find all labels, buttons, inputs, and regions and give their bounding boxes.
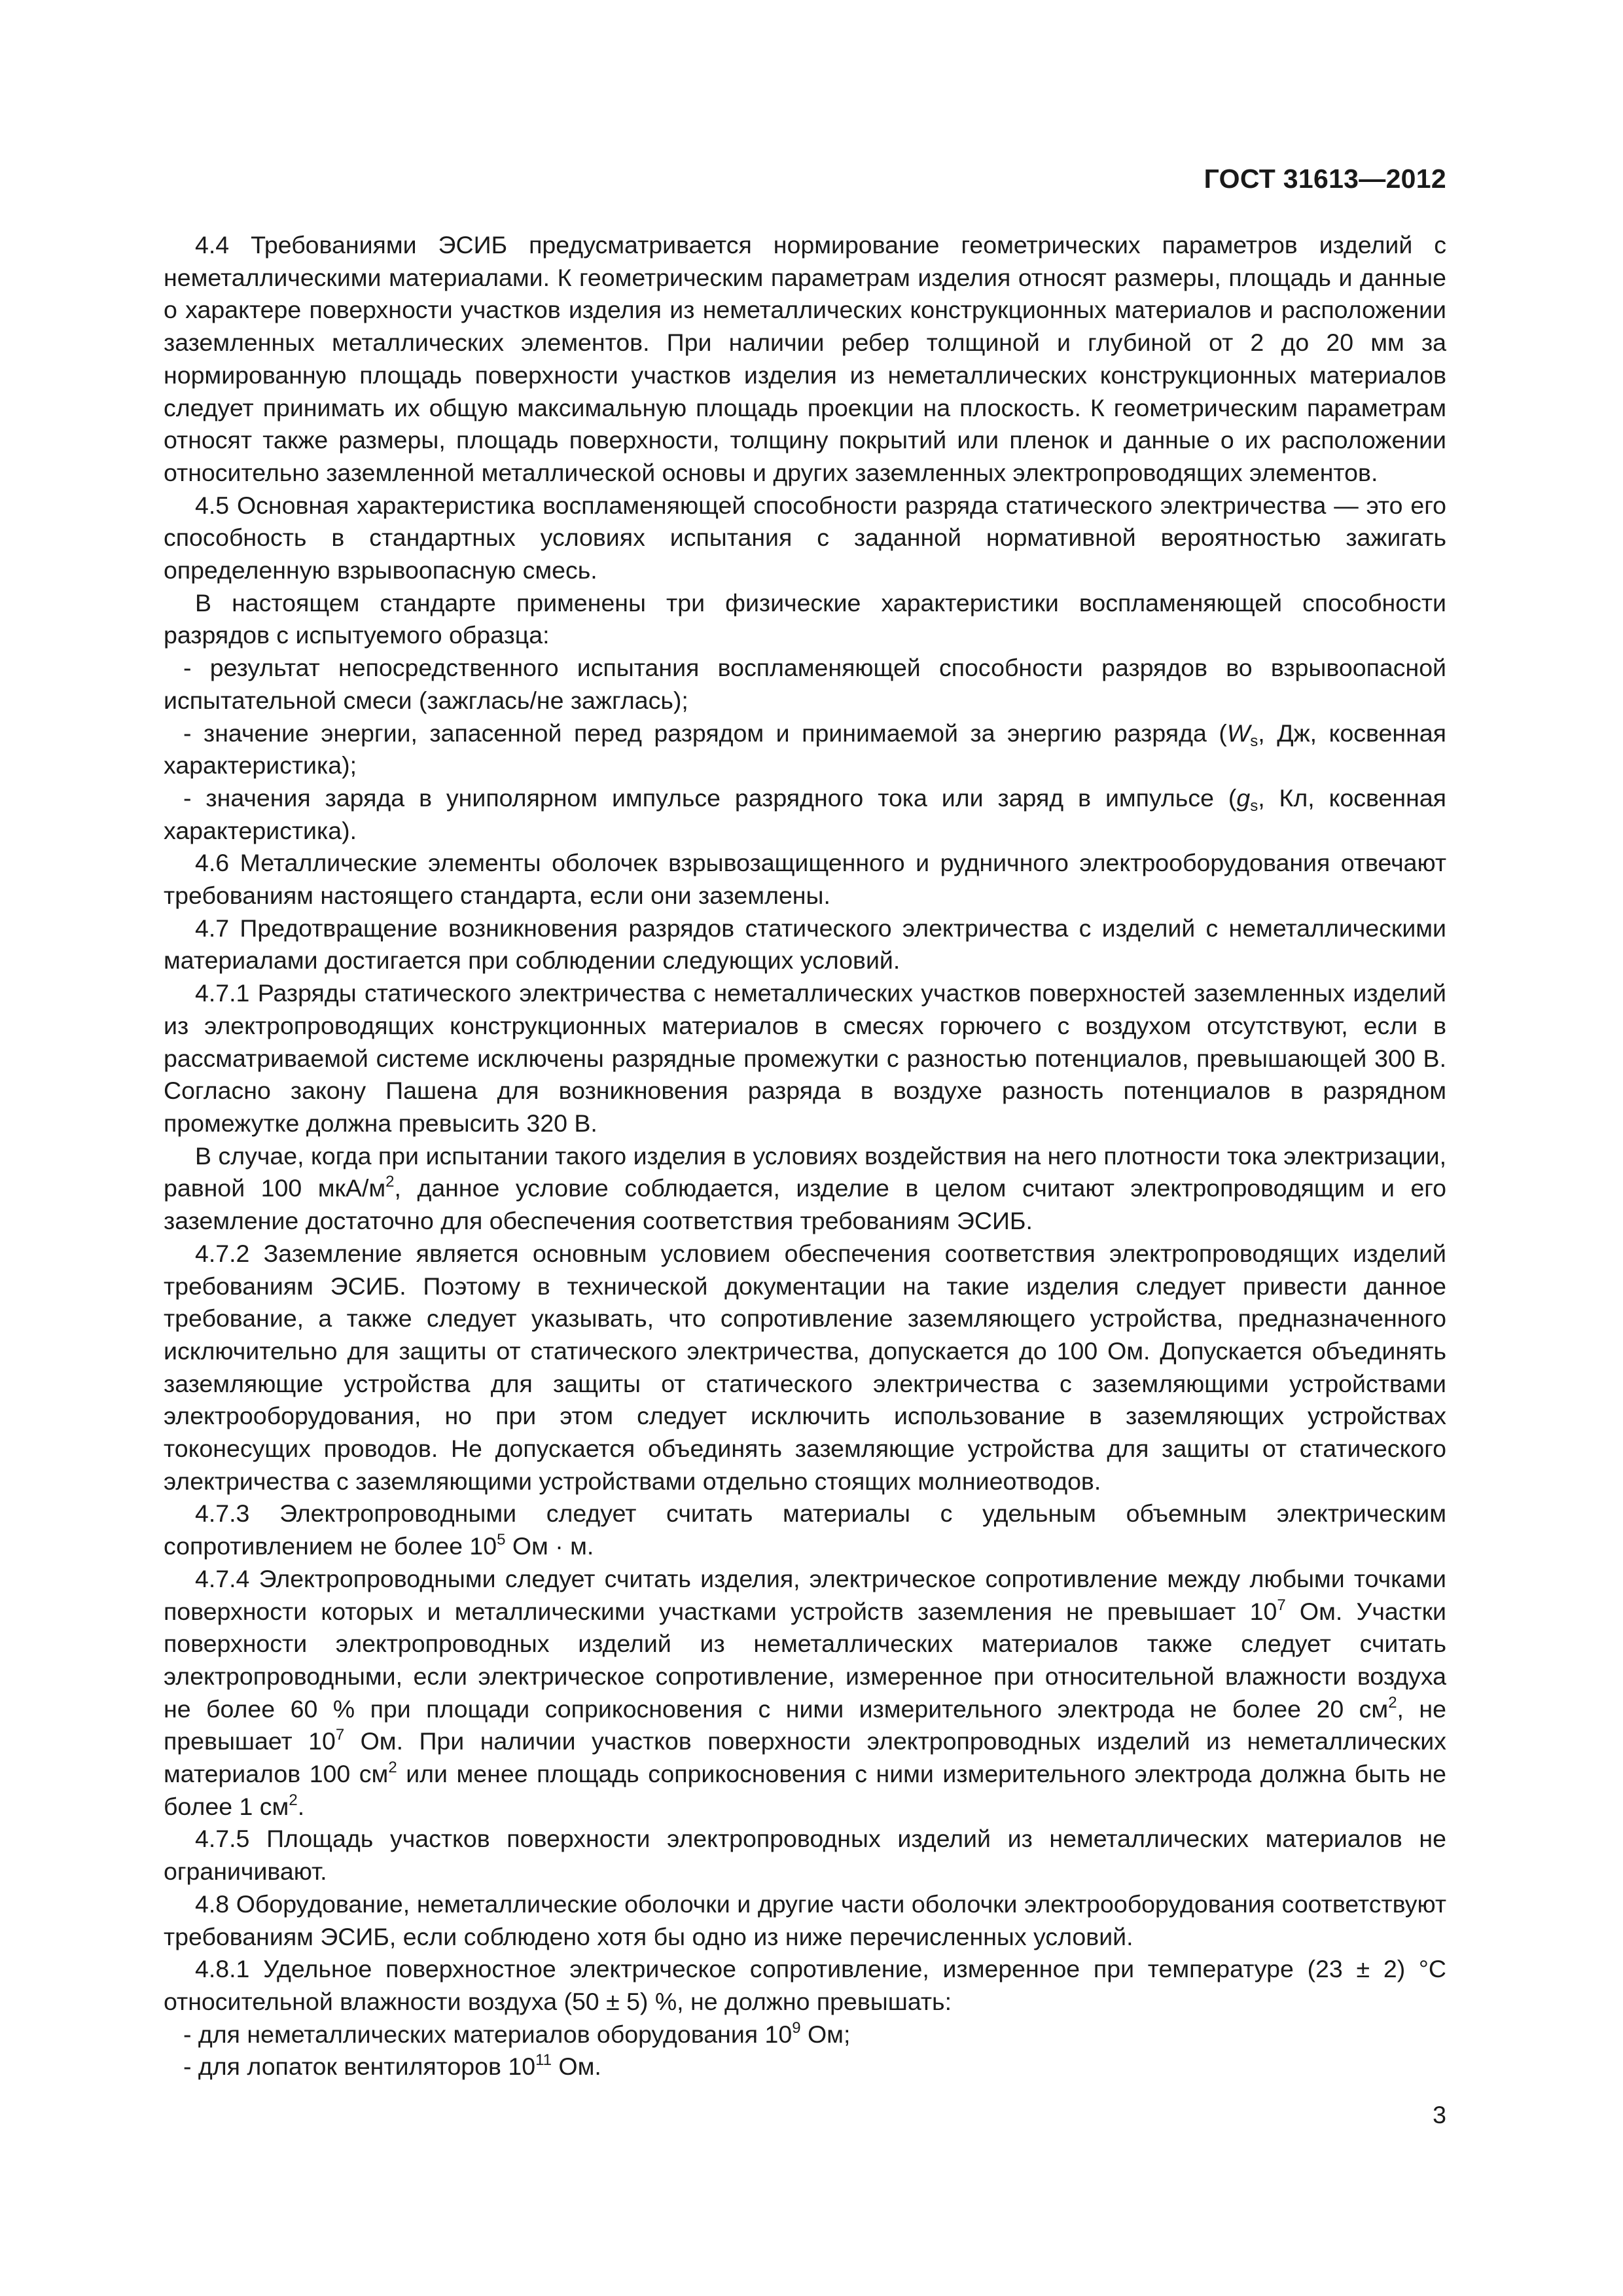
paragraph-4-4: 4.4 Требованиями ЭСИБ предусматривается нормирование геометрических параметров изделий с неметаллическими материалами. К геометрическим параметрам изделия относят размеры, площадь и данные о характере поверхности участков изделия из неметаллических конструкционных материалов и расположении заземленных металлических элементов. При наличии ребер толщиной и глубиной от 2 до 20 мм за нормированную площадь поверхности участков изделия из неметаллических конструкционных материалов следует принимать их общую максимальную площадь проекции на плоскость. К геометрическим параметрам относят также размеры, площадь поверхности, толщину покрытий или пленок и данные о их расположении относительно заземленной металлической основы и других заземленных электропроводящих элементов. xyxy=(164,231,1446,486)
list-item-charge: - значения заряда в униполярном импульсе разрядного тока или заряд в импульсе ($g_s$, Кл, косвенная характеристика). xyxy=(164,783,1446,844)
energy-symbol: W xyxy=(1226,719,1251,747)
list-item-direct-test: - результат непосредственного испытания воспламеняющей способности разрядов во взрывоопасной испытательной смеси (зажглась/не зажглась); xyxy=(164,654,1446,714)
list-item-fan-blades: - для лопаток вентиляторов $10^{11}$ Ом. xyxy=(183,2051,601,2081)
paragraph-4-7-4: 4.7.4 Электропроводными следует считать изделия, электрическое сопротивление между любыми точками поверхности которых и металлическими участками устройств заземления не превышает $10^7$ Ом. Участки поверхности электропроводных изделий из неметаллических материалов также следует считать электропроводными, если электрическое сопротивление, измеренное при относительной влажности воздуха не более 60 % при площади соприкосновения с ними измерительного электрода не более 20 $см^2$, не превышает $10^7$ Ом. При наличии участков поверхности электропроводных изделий из неметаллических материалов 100 $см^2$ или менее площадь соприкосновения с ними измерительного электрода должна быть не более 1 $см^2$. xyxy=(164,1564,1447,1820)
charge-symbol: g xyxy=(1236,783,1251,812)
paragraph-electrization-case: В случае, когда при испытании такого изделия в условиях воздействия на него плотности тока электризации, равной 100 мкА/$м^2$, данное условие соблюдается, изделие в целом считают электропроводящим и его заземление достаточно для обеспечения соответствия требованиям ЭСИБ. xyxy=(164,1141,1447,1235)
paragraph-4-7-1: 4.7.1 Разряды статического электричества с неметаллических участков поверхностей заземленных изделий из электропроводящих конструкционных материалов в смесях горючего с воздухом отсутствуют, если в рассматриваемой системе исключены разрядные промежутки с разностью потенциалов, превышающей 300 В. Согласно закону Пашена для возникновения разряда в воздухе разность потенциалов в разрядном промежутке должна превысить 320 В. xyxy=(164,979,1446,1137)
paragraph-4-7-2: 4.7.2 Заземление является основным условием обеспечения соответствия электропроводящих изделий требованиям ЭСИБ. Поэтому в технической документации на такие изделия следует привести данное требование, а также следует указывать, что сопротивление заземляющего устройства, предназначенного исключительно для защиты от статического электричества, допускается до 100 Ом. Допускается объединять заземляющие устройства для защиты от статического электричества с заземляющими устройствами электрооборудования, но при этом следует исключить использование в заземляющих устройствах токонесущих проводов. Не допускается объединять заземляющие устройства для защиты от статического электричества с заземляющими устройствами отдельно стоящих молниеотводов. xyxy=(164,1239,1446,1495)
page-number: 3 xyxy=(1433,2101,1446,2128)
paragraph-4-8: 4.8 Оборудование, неметаллические оболочки и другие части оболочки электрооборудования соответствуют требованиям ЭСИБ, если соблюдено хотя бы одно из ниже перечисленных условий. xyxy=(164,1890,1446,1950)
paragraph-4-6: 4.6 Металлические элементы оболочек взрывозащищенного и рудничного электрооборудования отвечают требованиям настоящего стандарта, если они заземлены. xyxy=(164,849,1446,910)
list-item-nonmetal-equipment: - для неметаллических материалов оборудования $10^9$ Ом; xyxy=(183,2018,851,2048)
list-item-energy: - значение энергии, запасенной перед разрядом и принимаемой за энергию разряда ($W_s$, Дж, косвенная характеристика); xyxy=(164,719,1446,780)
document-body xyxy=(164,229,1446,2083)
document-code: ГОСТ 31613—2012 xyxy=(1204,164,1446,194)
paragraph-4-7-5: 4.7.5 Площадь участков поверхности электропроводных изделий из неметаллических материалов не ограничивают. xyxy=(164,1825,1446,1886)
paragraph-4-5: 4.5 Основная характеристика воспламеняющей способности разряда статического электричества — это его способность в стандартных условиях испытания с заданной нормативной вероятностью зажигать определенную взрывоопасную смесь. xyxy=(164,491,1446,584)
paragraph-4-7-3: 4.7.3 Электропроводными следует считать материалы с удельным объемным электрическим сопротивлением не более $10^5$ Ом · м. xyxy=(164,1499,1446,1560)
paragraph-4-8-1: 4.8.1 Удельное поверхностное электрическое сопротивление, измеренное при температуре (23 ± 2) °С относительной влажности воздуха (50 ± 5) %, не должно превышать: xyxy=(164,1955,1446,2015)
paragraph-4-7: 4.7 Предотвращение возникновения разрядов статического электричества с изделий с неметаллическими материалами достигается при соблюдении следующих условий. xyxy=(164,914,1446,975)
paragraph-characteristics-intro: В настоящем стандарте применены три физические характеристики воспламеняющей способности разрядов с испытуемого образца: xyxy=(164,588,1446,649)
